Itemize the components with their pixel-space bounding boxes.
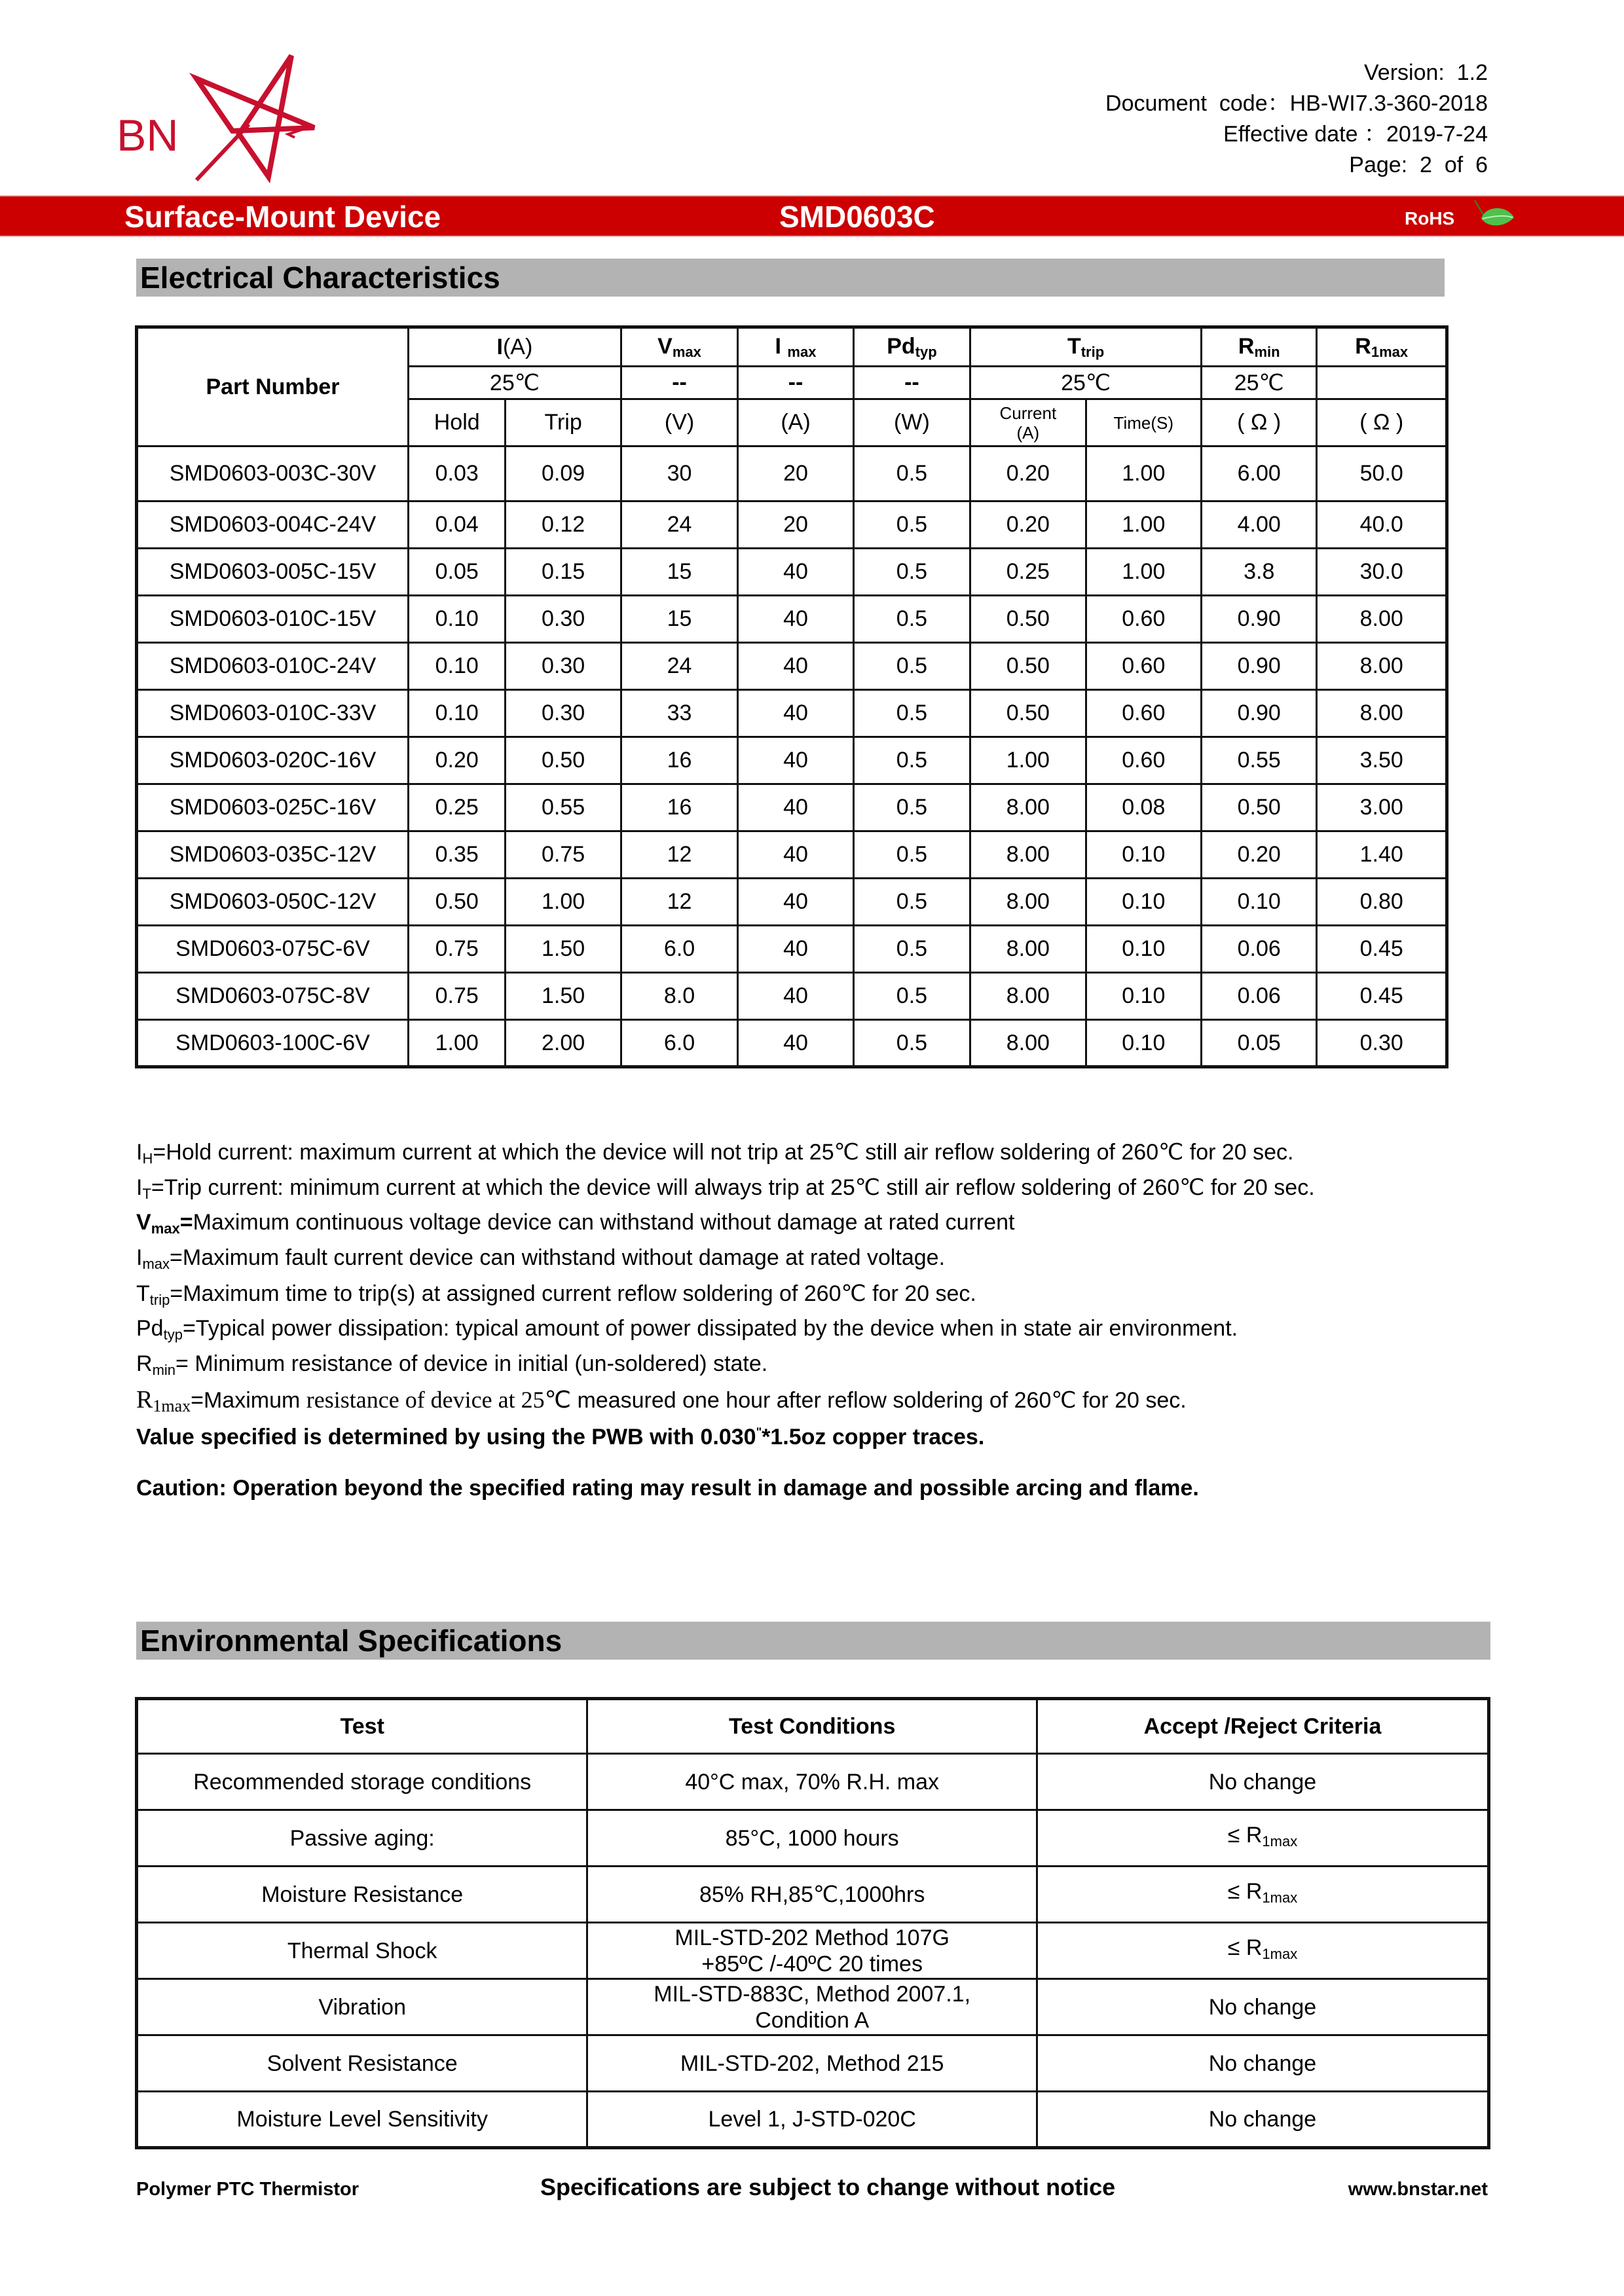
unit-ohm-min: ( Ω ): [1202, 399, 1317, 446]
cell-hold: 0.75: [409, 973, 506, 1020]
table-row: [137, 1867, 1489, 1923]
note-pwb: Value specified is determined by using the PWB with 0.030"*1.5oz copper traces.: [136, 1425, 985, 1449]
cell-vmax: 15: [621, 549, 737, 596]
cell-pd: 0.5: [853, 737, 970, 784]
env-condition-line-1: MIL-STD-202 Method 107G: [674, 1925, 950, 1950]
cell-imax: 40: [738, 549, 853, 596]
cell-vmax: 24: [621, 501, 737, 549]
env-criteria: ≤ $R_{1max}$: [1037, 1923, 1488, 1979]
cell-rmin: 0.10: [1202, 879, 1317, 926]
cell-pd: 0.5: [853, 643, 970, 690]
cell-part: SMD0603-100C-6V: [137, 1020, 409, 1067]
bn-star-logo-icon: [98, 46, 373, 187]
cell-pd: 0.5: [853, 549, 970, 596]
category-title: Surface-Mount Device: [124, 200, 441, 234]
cond-imax: --: [738, 367, 853, 399]
effective-date: Effective date ：2019-7-24: [1223, 122, 1488, 147]
cell-imax: 40: [738, 784, 853, 831]
unit-hold: Hold: [409, 399, 506, 446]
unit-w: (W): [853, 399, 970, 446]
cell-trip: 0.09: [506, 446, 621, 501]
env-condition: [587, 1923, 1037, 1979]
environmental-specifications-table: [135, 1697, 1490, 2149]
cell-hold: 0.20: [409, 737, 506, 784]
header-rmin: $R_{min}$: [1202, 327, 1317, 367]
cell-time: 0.60: [1086, 643, 1201, 690]
cell-r1max: 30.0: [1317, 549, 1447, 596]
table-row: [137, 831, 1447, 879]
header-part-number: Part Number: [137, 327, 409, 446]
cell-imax: 40: [738, 737, 853, 784]
cell-rmin: 0.55: [1202, 737, 1317, 784]
env-test: Solvent Resistance: [137, 2035, 587, 2092]
cell-vmax: 6.0: [621, 1020, 737, 1067]
note-caution: Caution: Operation beyond the specified rating may result in damage and possible arcing and flame.: [136, 1476, 1199, 1501]
unit-time: Time(S): [1086, 399, 1201, 446]
cell-hold: 1.00: [409, 1020, 506, 1067]
unit-ohm-max: ( Ω ): [1317, 399, 1447, 446]
table-row: [137, 1810, 1489, 1867]
cell-r1max: 0.30: [1317, 1020, 1447, 1067]
table-row: [137, 973, 1447, 1020]
cell-imax: 40: [738, 973, 853, 1020]
company-logo: [98, 46, 373, 187]
title-banner: [0, 195, 1624, 237]
cell-r1max: 40.0: [1317, 501, 1447, 549]
unit-current: Current(A): [970, 399, 1086, 446]
cell-time: 1.00: [1086, 549, 1201, 596]
cond-pd: --: [853, 367, 970, 399]
page-number: Page: 2 of 6: [1349, 153, 1488, 177]
cell-rmin: 4.00: [1202, 501, 1317, 549]
cell-part: SMD0603-025C-16V: [137, 784, 409, 831]
cell-time: 1.00: [1086, 501, 1201, 549]
cell-hold: 0.75: [409, 926, 506, 973]
note-ttrip: $T_{trip}=Maximum$ time to trip(s) at assigned current reflow soldering of 260℃ for 20 sec.: [136, 1281, 976, 1308]
cell-r1max: 3.00: [1317, 784, 1447, 831]
note-rmin: $R_{min}=$ Minimum resistance of device in initial (un-soldered) state.: [136, 1351, 768, 1378]
env-condition: [587, 2035, 1037, 2092]
cell-trip: 1.50: [506, 926, 621, 973]
cell-hold: 0.10: [409, 596, 506, 643]
table-row: [137, 784, 1447, 831]
cell-r1max: 3.50: [1317, 737, 1447, 784]
cell-time: 0.10: [1086, 831, 1201, 879]
cell-rmin: 6.00: [1202, 446, 1317, 501]
env-condition-line-1: Level 1, J-STD-020C: [708, 2107, 916, 2132]
env-condition-line-2: +85ºC /-40ºC 20 times: [701, 1951, 923, 1977]
env-test: Passive aging:: [137, 1810, 587, 1867]
cell-vmax: 8.0: [621, 973, 737, 1020]
cell-vmax: 15: [621, 596, 737, 643]
version: Version: 1.2: [1363, 60, 1488, 85]
cell-current: 0.50: [970, 690, 1086, 737]
header-r1max: $R_{1max}$: [1317, 327, 1447, 367]
note-vmax: $V_{max}=Maximum$ continuous voltage device can withstand without damage at rated current: [136, 1210, 1015, 1237]
cell-part: SMD0603-035C-12V: [137, 831, 409, 879]
env-condition-line-1: 85% RH,85℃,1000hrs: [699, 1882, 925, 1907]
table-row: [137, 2035, 1489, 2092]
table-row: [137, 879, 1447, 926]
cell-trip: 0.30: [506, 690, 621, 737]
svg-text:BN: BN: [117, 111, 179, 160]
env-header-criteria: Accept /Reject Criteria: [1037, 1699, 1488, 1754]
env-condition: [587, 1754, 1037, 1810]
cell-vmax: 30: [621, 446, 737, 501]
cell-vmax: 24: [621, 643, 737, 690]
env-test: Thermal Shock: [137, 1923, 587, 1979]
cell-rmin: 0.50: [1202, 784, 1317, 831]
cell-current: 8.00: [970, 926, 1086, 973]
cell-current: 1.00: [970, 737, 1086, 784]
cell-r1max: 0.80: [1317, 879, 1447, 926]
note-pdtyp: $Pd_{typ}=Typical$ power dissipation: typical amount of power dissipated by the device when in state air environment.: [136, 1316, 1238, 1343]
table-row: [137, 501, 1447, 549]
cell-pd: 0.5: [853, 596, 970, 643]
cell-current: 0.25: [970, 549, 1086, 596]
table-row: [137, 737, 1447, 784]
cell-current: 0.50: [970, 643, 1086, 690]
electrical-characteristics-table: [135, 325, 1449, 1068]
cell-current: 8.00: [970, 973, 1086, 1020]
env-condition: [587, 2092, 1037, 2148]
cell-part: SMD0603-075C-8V: [137, 973, 409, 1020]
cell-vmax: 16: [621, 784, 737, 831]
cell-part: SMD0603-020C-16V: [137, 737, 409, 784]
cell-rmin: 3.8: [1202, 549, 1317, 596]
series-title: SMD0603C: [779, 200, 935, 234]
cell-r1max: 1.40: [1317, 831, 1447, 879]
cell-imax: 40: [738, 643, 853, 690]
cell-time: 0.10: [1086, 973, 1201, 1020]
cell-imax: 40: [738, 926, 853, 973]
cell-part: SMD0603-010C-33V: [137, 690, 409, 737]
cell-part: SMD0603-010C-24V: [137, 643, 409, 690]
note-it: $I_T=Trip$ current: minimum current at which the device will always trip at 25℃ still air reflow soldering of 260℃ for 20 sec.: [136, 1175, 1315, 1202]
env-condition: [587, 1810, 1037, 1867]
cell-trip: 0.55: [506, 784, 621, 831]
env-test: Moisture Resistance: [137, 1867, 587, 1923]
cell-r1max: 8.00: [1317, 596, 1447, 643]
cond-rmin: 25℃: [1202, 367, 1317, 399]
env-condition-line-1: MIL-STD-202, Method 215: [680, 2050, 944, 2076]
env-test: Moisture Level Sensitivity: [137, 2092, 587, 2148]
table-row: [137, 446, 1447, 501]
cell-part: SMD0603-003C-30V: [137, 446, 409, 501]
cell-pd: 0.5: [853, 784, 970, 831]
cell-pd: 0.5: [853, 879, 970, 926]
cell-part: SMD0603-050C-12V: [137, 879, 409, 926]
cell-part: SMD0603-075C-6V: [137, 926, 409, 973]
cell-trip: 0.50: [506, 737, 621, 784]
cell-trip: 0.30: [506, 643, 621, 690]
cell-time: 0.10: [1086, 926, 1201, 973]
cell-r1max: 0.45: [1317, 973, 1447, 1020]
cell-trip: 0.12: [506, 501, 621, 549]
header-vmax: $V_{max}$: [621, 327, 737, 367]
document-meta: [1105, 58, 1488, 181]
note-imax: $I_{max}=Maximum$ fault current device can withstand without damage at rated voltage.: [136, 1245, 946, 1272]
cell-hold: 0.10: [409, 643, 506, 690]
env-condition-line-1: MIL-STD-883C, Method 2007.1,: [654, 1981, 971, 2007]
cell-part: SMD0603-004C-24V: [137, 501, 409, 549]
cell-rmin: 0.05: [1202, 1020, 1317, 1067]
cell-time: 0.60: [1086, 596, 1201, 643]
header-imax: I $_{max}$: [738, 327, 853, 367]
cell-current: 8.00: [970, 879, 1086, 926]
cell-time: 0.08: [1086, 784, 1201, 831]
env-header-conditions: Test Conditions: [587, 1699, 1037, 1754]
cell-rmin: 0.06: [1202, 926, 1317, 973]
cell-pd: 0.5: [853, 973, 970, 1020]
header-ttrip: $T_{trip}$: [970, 327, 1202, 367]
cell-vmax: 6.0: [621, 926, 737, 973]
cell-hold: 0.25: [409, 784, 506, 831]
section-title-electrical: Electrical Characteristics: [136, 259, 1445, 297]
cell-r1max: 8.00: [1317, 643, 1447, 690]
cell-time: 0.60: [1086, 690, 1201, 737]
cell-hold: 0.03: [409, 446, 506, 501]
cell-r1max: 50.0: [1317, 446, 1447, 501]
cell-r1max: 0.45: [1317, 926, 1447, 973]
cell-current: 8.00: [970, 784, 1086, 831]
env-condition-line-1: 40°C max, 70% R.H. max: [685, 1769, 940, 1795]
cond-vmax: --: [621, 367, 737, 399]
cell-current: 0.50: [970, 596, 1086, 643]
cell-current: 0.20: [970, 446, 1086, 501]
env-condition-line-2: Condition A: [755, 2007, 870, 2033]
cond-i: 25℃: [409, 367, 621, 399]
cell-trip: 2.00: [506, 1020, 621, 1067]
cond-r1max: [1317, 367, 1447, 399]
cell-vmax: 12: [621, 879, 737, 926]
cell-current: 8.00: [970, 831, 1086, 879]
table-row: [137, 1923, 1489, 1979]
header-pdtyp: $Pd_{typ}$: [853, 327, 970, 367]
unit-trip: Trip: [506, 399, 621, 446]
table-row: [137, 926, 1447, 973]
cell-imax: 40: [738, 831, 853, 879]
table-row: [137, 2092, 1489, 2148]
cell-r1max: 8.00: [1317, 690, 1447, 737]
cell-imax: 40: [738, 596, 853, 643]
footer-website-link[interactable]: www.bnstar.net: [1348, 2179, 1488, 2200]
table-row: [137, 1979, 1489, 2035]
env-criteria: ≤ $R_{1max}$: [1037, 1867, 1488, 1923]
cell-rmin: 0.06: [1202, 973, 1317, 1020]
rohs-leaf-icon: [1473, 200, 1517, 230]
cell-imax: 20: [738, 501, 853, 549]
env-condition: [587, 1867, 1037, 1923]
cell-imax: 20: [738, 446, 853, 501]
cell-trip: 1.50: [506, 973, 621, 1020]
cell-pd: 0.5: [853, 926, 970, 973]
note-ih: $I_H=Hold$ current: maximum current at which the device will not trip at 25℃ still air reflow soldering of 260℃ for 20 sec.: [136, 1140, 1294, 1167]
cell-hold: 0.35: [409, 831, 506, 879]
cell-time: 0.10: [1086, 879, 1201, 926]
cell-current: 0.20: [970, 501, 1086, 549]
cell-imax: 40: [738, 1020, 853, 1067]
cell-hold: 0.04: [409, 501, 506, 549]
cell-trip: 0.30: [506, 596, 621, 643]
header-current: I(A): [409, 327, 621, 367]
env-header-test: Test: [137, 1699, 587, 1754]
table-row: [137, 643, 1447, 690]
table-row: [137, 1020, 1447, 1067]
rohs-label: RoHS: [1405, 208, 1455, 228]
env-criteria: No change: [1037, 2035, 1488, 2092]
env-condition-line-1: 85°C, 1000 hours: [725, 1825, 899, 1851]
footer-disclaimer: Specifications are subject to change without notice: [540, 2174, 1116, 2200]
table-row: [137, 690, 1447, 737]
env-criteria: No change: [1037, 1979, 1488, 2035]
cell-part: SMD0603-005C-15V: [137, 549, 409, 596]
table-row: [137, 549, 1447, 596]
table-row: [137, 1754, 1489, 1810]
table-row: [137, 596, 1447, 643]
cell-hold: 0.10: [409, 690, 506, 737]
cell-current: 8.00: [970, 1020, 1086, 1067]
cond-ttrip: 25℃: [970, 367, 1202, 399]
cell-time: 0.10: [1086, 1020, 1201, 1067]
unit-a: (A): [738, 399, 853, 446]
document-code: Document code：HB-WI7.3-360-2018: [1105, 91, 1488, 116]
cell-rmin: 0.90: [1202, 690, 1317, 737]
section-title-environmental: Environmental Specifications: [136, 1622, 1490, 1660]
cell-pd: 0.5: [853, 831, 970, 879]
env-criteria: No change: [1037, 2092, 1488, 2148]
footer-product-type: Polymer PTC Thermistor: [136, 2179, 360, 2200]
env-condition: [587, 1979, 1037, 2035]
env-criteria: No change: [1037, 1754, 1488, 1810]
env-test: Vibration: [137, 1979, 587, 2035]
cell-vmax: 33: [621, 690, 737, 737]
cell-vmax: 12: [621, 831, 737, 879]
cell-time: 1.00: [1086, 446, 1201, 501]
cell-imax: 40: [738, 690, 853, 737]
cell-hold: 0.50: [409, 879, 506, 926]
cell-trip: 0.75: [506, 831, 621, 879]
cell-part: SMD0603-010C-15V: [137, 596, 409, 643]
cell-pd: 0.5: [853, 446, 970, 501]
note-r1max: $R_{1max}=Maximum$ resistance of device at 25℃ measured one hour after reflow soldering of 260℃ for 20 sec.: [136, 1386, 1187, 1415]
env-criteria: ≤ $R_{1max}$: [1037, 1810, 1488, 1867]
cell-rmin: 0.90: [1202, 596, 1317, 643]
cell-imax: 40: [738, 879, 853, 926]
cell-vmax: 16: [621, 737, 737, 784]
cell-pd: 0.5: [853, 501, 970, 549]
unit-v: (V): [621, 399, 737, 446]
cell-pd: 0.5: [853, 690, 970, 737]
cell-trip: 1.00: [506, 879, 621, 926]
cell-pd: 0.5: [853, 1020, 970, 1067]
env-test: Recommended storage conditions: [137, 1754, 587, 1810]
cell-hold: 0.05: [409, 549, 506, 596]
cell-time: 0.60: [1086, 737, 1201, 784]
cell-rmin: 0.90: [1202, 643, 1317, 690]
cell-rmin: 0.20: [1202, 831, 1317, 879]
cell-trip: 0.15: [506, 549, 621, 596]
